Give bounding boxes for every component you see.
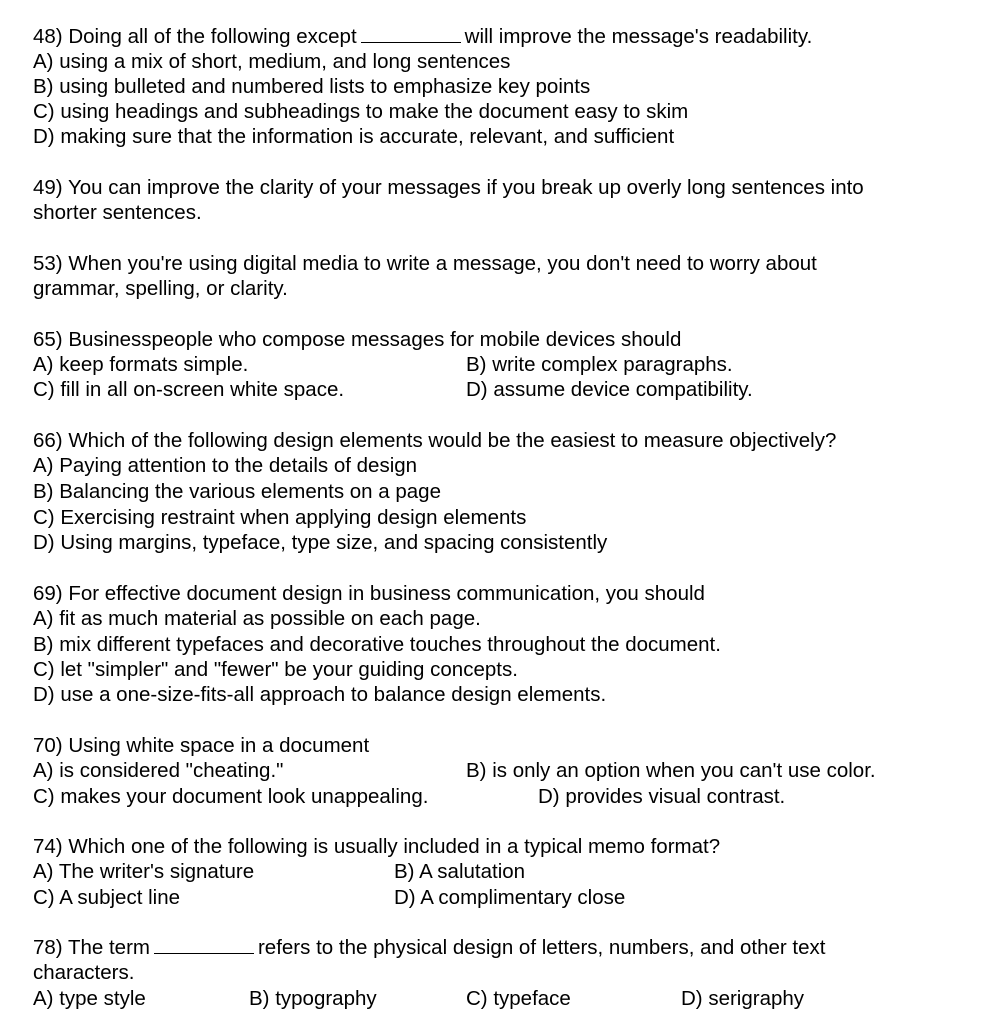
question-78-option-a: A) type style [33,987,146,1010]
question-48-stem [33,24,812,49]
question-69-option-d: D) use a one-size-fits-all approach to balance design elements. [33,683,607,706]
question-65-option-c: C) fill in all on-screen white space. [33,378,345,401]
question-65-option-d: D) assume device compatibility. [466,378,753,401]
question-65-stem: 65) Businesspeople who compose messages for mobile devices should [33,328,682,351]
question-66-option-b: B) Balancing the various elements on a page [33,480,441,503]
question-78-option-c: C) typeface [466,987,571,1010]
question-53-line-2: grammar, spelling, or clarity. [33,277,288,300]
question-66-option-d: D) Using margins, typeface, type size, and spacing consistently [33,531,608,554]
question-70-option-c: C) makes your document look unappealing. [33,785,429,808]
question-48-stem-after: will improve the message's readability. [464,25,813,48]
question-48-stem-before: 48) Doing all of the following except [33,25,357,48]
question-69-option-a: A) fit as much material as possible on each page. [33,607,481,630]
question-69-option-b: B) mix different typefaces and decorative touches throughout the document. [33,633,721,656]
question-48-option-b: B) using bulleted and numbered lists to emphasize key points [33,75,591,98]
question-78-option-b: B) typography [249,987,377,1010]
question-78-line-2: characters. [33,961,135,984]
question-49-line-2: shorter sentences. [33,201,202,224]
question-66-option-c: C) Exercising restraint when applying design elements [33,506,527,529]
question-78-option-d: D) serigraphy [681,987,805,1010]
answer-blank [154,935,254,954]
question-74-option-a: A) The writer's signature [33,860,255,883]
question-69-stem: 69) For effective document design in business communication, you should [33,582,705,605]
question-70-option-b: B) is only an option when you can't use color. [466,759,876,782]
question-74-option-b: B) A salutation [394,860,526,883]
question-48-option-c: C) using headings and subheadings to make the document easy to skim [33,100,689,123]
answer-blank [361,24,461,43]
question-74-stem: 74) Which one of the following is usually included in a typical memo format? [33,835,721,858]
question-74-option-c: C) A subject line [33,886,180,909]
question-65-option-a: A) keep formats simple. [33,353,249,376]
question-78-stem-before: 78) The term [33,936,150,959]
question-66-option-a: A) Paying attention to the details of design [33,454,418,477]
question-69-option-c: C) let "simpler" and "fewer" be your guiding concepts. [33,658,518,681]
question-49-line-1: 49) You can improve the clarity of your messages if you break up overly long sentences into [33,176,864,199]
question-70-option-d: D) provides visual contrast. [538,785,786,808]
question-66-stem: 66) Which of the following design elements would be the easiest to measure objectively? [33,429,837,452]
question-48-option-a: A) using a mix of short, medium, and long sentences [33,50,511,73]
question-70-option-a: A) is considered "cheating." [33,759,284,782]
question-65-option-b: B) write complex paragraphs. [466,353,733,376]
question-48-option-d: D) making sure that the information is accurate, relevant, and sufficient [33,125,675,148]
question-78-stem [33,935,825,960]
question-78-stem-after: refers to the physical design of letters, numbers, and other text [257,936,826,959]
question-74-option-d: D) A complimentary close [394,886,626,909]
question-70-stem: 70) Using white space in a document [33,734,370,757]
question-53-line-1: 53) When you're using digital media to write a message, you don't need to worry about [33,252,817,275]
